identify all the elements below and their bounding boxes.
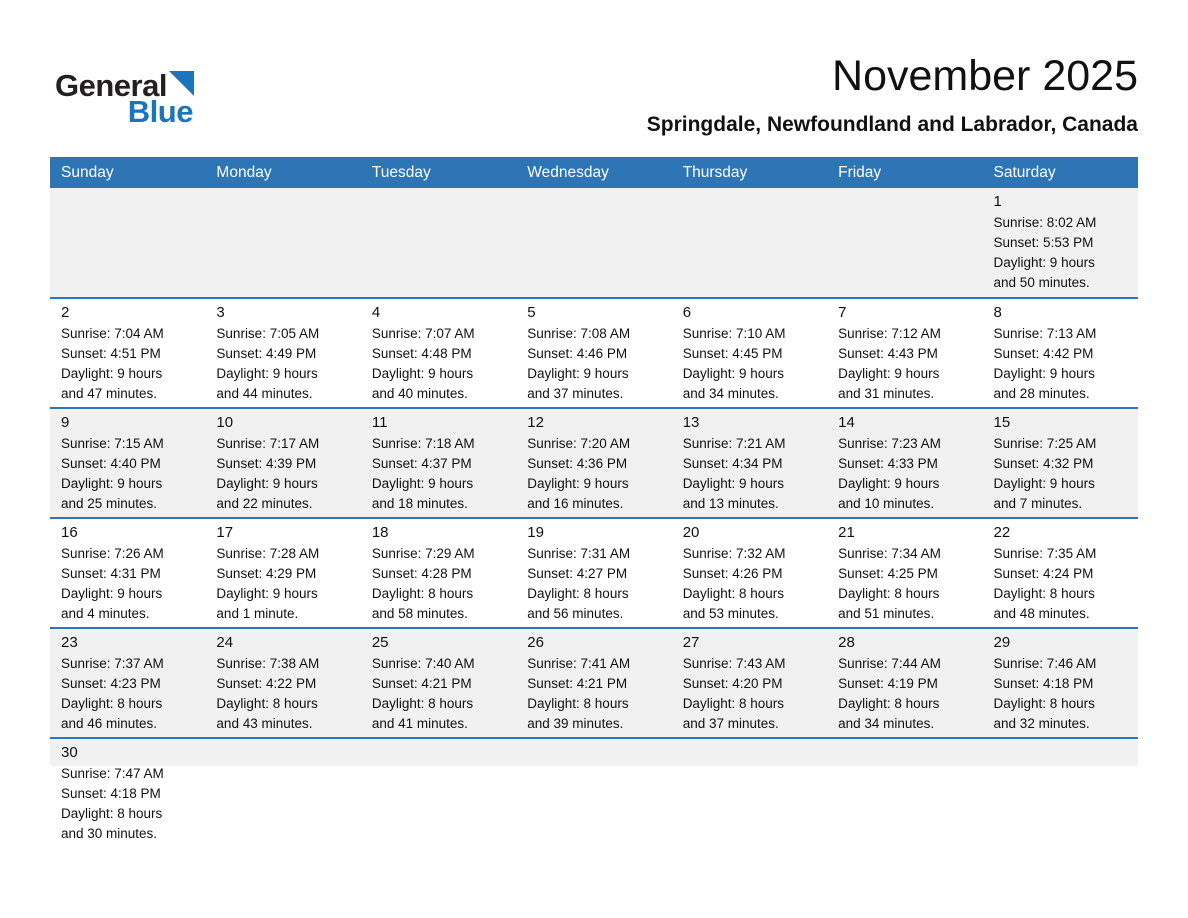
daylight-text-line1: Daylight: 9 hours	[527, 476, 629, 491]
sunrise-text: Sunrise: 7:20 AM	[527, 436, 631, 451]
sunset-text: Sunset: 4:46 PM	[527, 346, 628, 361]
daylight-text-line1: Daylight: 9 hours	[371, 476, 474, 491]
daylight-text-line2: and 31 minutes.	[838, 386, 935, 401]
page-subtitle: Springdale, Newfoundland and Labrador, Canada	[646, 113, 1138, 136]
sunset-text: Sunset: 4:25 PM	[838, 566, 938, 581]
calendar-body	[50, 188, 1138, 848]
sunset-text: Sunset: 4:24 PM	[993, 566, 1094, 581]
week-row-4	[50, 518, 1138, 628]
day-number: 4	[371, 304, 381, 321]
daylight-text-line2: and 47 minutes.	[61, 386, 158, 401]
day-cell-16	[50, 518, 205, 628]
weekday-row	[50, 157, 1138, 188]
sunset-text: Sunset: 4:32 PM	[993, 456, 1094, 471]
day-number: 19	[527, 524, 544, 541]
day-cell-21	[827, 518, 982, 628]
logo-text-blue: Blue	[127, 94, 193, 129]
sunrise-text: Sunrise: 7:12 AM	[838, 326, 941, 341]
day-cell-10	[205, 408, 360, 518]
daylight-text-line1: Daylight: 9 hours	[682, 366, 784, 381]
sunrise-text: Sunrise: 7:21 AM	[682, 436, 786, 451]
day-number: 2	[61, 304, 70, 321]
sunrise-text: Sunrise: 7:43 AM	[682, 656, 786, 671]
day-cell-24	[205, 628, 360, 738]
day-number: 7	[838, 304, 847, 321]
sunrise-text: Sunrise: 7:23 AM	[838, 436, 941, 451]
day-number: 12	[527, 414, 544, 431]
day-cell-19	[516, 518, 671, 628]
sunset-text: Sunset: 4:19 PM	[838, 676, 938, 691]
daylight-text-line2: and 34 minutes.	[682, 386, 779, 401]
empty-cell	[361, 738, 516, 848]
sunrise-text: Sunrise: 7:44 AM	[838, 656, 941, 671]
daylight-text-line1: Daylight: 8 hours	[838, 696, 940, 711]
daylight-text-line2: and 39 minutes.	[527, 716, 624, 731]
sunrise-text: Sunrise: 7:17 AM	[216, 436, 320, 451]
sunrise-text: Sunrise: 7:32 AM	[682, 546, 786, 561]
sunset-text: Sunset: 4:42 PM	[993, 346, 1094, 361]
sunrise-text: Sunrise: 7:35 AM	[993, 546, 1097, 561]
day-cell-1	[983, 188, 1138, 298]
sunrise-text: Sunrise: 7:37 AM	[61, 656, 164, 671]
sunset-text: Sunset: 4:21 PM	[371, 676, 472, 691]
empty-cell	[361, 188, 516, 298]
sunrise-text: Sunrise: 7:46 AM	[993, 656, 1097, 671]
sunset-text: Sunset: 4:40 PM	[61, 456, 161, 471]
weekday-header-friday: Friday	[827, 157, 982, 188]
daylight-text-line1: Daylight: 9 hours	[216, 366, 318, 381]
sunset-text: Sunset: 4:48 PM	[371, 346, 472, 361]
day-cell-5	[516, 298, 671, 408]
day-cell-29	[983, 628, 1138, 738]
day-number: 8	[993, 304, 1002, 321]
title-block	[647, 52, 1138, 137]
week-row-6	[50, 738, 1138, 848]
empty-cell	[205, 188, 360, 298]
day-cell-27	[672, 628, 827, 738]
sunrise-text: Sunrise: 7:34 AM	[838, 546, 941, 561]
daylight-text-line2: and 30 minutes.	[61, 826, 158, 841]
day-number: 10	[216, 414, 234, 431]
sunrise-text: Sunrise: 7:38 AM	[216, 656, 320, 671]
sunset-text: Sunset: 4:43 PM	[838, 346, 938, 361]
sunrise-text: Sunrise: 8:02 AM	[993, 215, 1097, 230]
daylight-text-line1: Daylight: 9 hours	[216, 476, 318, 491]
sunset-text: Sunset: 4:18 PM	[61, 786, 161, 801]
day-number: 26	[527, 634, 544, 651]
day-cell-30	[50, 738, 205, 848]
daylight-text-line1: Daylight: 8 hours	[527, 696, 629, 711]
daylight-text-line1: Daylight: 9 hours	[61, 366, 163, 381]
day-number: 20	[682, 524, 700, 541]
day-number: 30	[61, 744, 78, 761]
day-number: 23	[61, 634, 78, 651]
day-cell-25	[361, 628, 516, 738]
sunset-text: Sunset: 4:36 PM	[527, 456, 628, 471]
daylight-text-line1: Daylight: 9 hours	[993, 255, 1095, 270]
daylight-text-line2: and 34 minutes.	[838, 716, 935, 731]
daylight-text-line2: and 32 minutes.	[993, 716, 1090, 731]
sunrise-text: Sunrise: 7:31 AM	[527, 546, 631, 561]
sunset-text: Sunset: 4:45 PM	[682, 346, 783, 361]
sunset-text: Sunset: 4:28 PM	[371, 566, 472, 581]
daylight-text-line1: Daylight: 8 hours	[61, 696, 163, 711]
day-cell-15	[983, 408, 1138, 518]
sunset-text: Sunset: 4:31 PM	[61, 566, 161, 581]
day-cell-20	[672, 518, 827, 628]
sunrise-text: Sunrise: 7:07 AM	[371, 326, 475, 341]
daylight-text-line2: and 7 minutes.	[993, 496, 1083, 511]
sunrise-text: Sunrise: 7:08 AM	[527, 326, 631, 341]
daylight-text-line1: Daylight: 9 hours	[993, 366, 1095, 381]
daylight-text-line1: Daylight: 9 hours	[838, 476, 940, 491]
daylight-text-line2: and 13 minutes.	[682, 496, 779, 511]
sunset-text: Sunset: 4:22 PM	[216, 676, 317, 691]
day-number: 9	[61, 414, 70, 431]
page-title: November 2025	[832, 52, 1138, 100]
daylight-text-line1: Daylight: 8 hours	[61, 806, 163, 821]
day-number: 15	[993, 414, 1011, 431]
daylight-text-line2: and 51 minutes.	[838, 606, 935, 621]
daylight-text-line2: and 43 minutes.	[216, 716, 313, 731]
empty-cell	[672, 188, 827, 298]
sunrise-text: Sunrise: 7:04 AM	[61, 326, 164, 341]
daylight-text-line2: and 1 minute.	[216, 606, 299, 621]
daylight-text-line1: Daylight: 8 hours	[682, 586, 784, 601]
day-number: 21	[838, 524, 855, 541]
sunrise-text: Sunrise: 7:47 AM	[61, 766, 164, 781]
sunset-text: Sunset: 4:26 PM	[682, 566, 783, 581]
daylight-text-line1: Daylight: 9 hours	[371, 366, 474, 381]
sunset-text: Sunset: 4:20 PM	[682, 676, 783, 691]
sunset-text: Sunset: 4:21 PM	[527, 676, 628, 691]
empty-cell	[827, 738, 982, 848]
daylight-text-line2: and 53 minutes.	[682, 606, 779, 621]
weekday-header-sunday: Sunday	[50, 157, 205, 188]
day-cell-13	[672, 408, 827, 518]
daylight-text-line1: Daylight: 9 hours	[682, 476, 784, 491]
day-cell-23	[50, 628, 205, 738]
page-header	[0, 0, 1188, 157]
day-cell-9	[50, 408, 205, 518]
day-cell-4	[361, 298, 516, 408]
daylight-text-line2: and 10 minutes.	[838, 496, 935, 511]
daylight-text-line2: and 37 minutes.	[527, 386, 624, 401]
sunrise-text: Sunrise: 7:26 AM	[61, 546, 164, 561]
day-number: 13	[682, 414, 700, 431]
day-cell-2	[50, 298, 205, 408]
calendar-table	[50, 157, 1138, 848]
day-number: 22	[993, 524, 1011, 541]
day-number: 24	[216, 634, 234, 651]
day-number: 27	[682, 634, 700, 651]
daylight-text-line2: and 44 minutes.	[216, 386, 313, 401]
sunset-text: Sunset: 4:37 PM	[371, 456, 472, 471]
daylight-text-line2: and 22 minutes.	[216, 496, 313, 511]
day-cell-3	[205, 298, 360, 408]
day-cell-14	[827, 408, 982, 518]
daylight-text-line2: and 16 minutes.	[527, 496, 624, 511]
daylight-text-line1: Daylight: 8 hours	[371, 586, 474, 601]
sunset-text: Sunset: 4:18 PM	[993, 676, 1094, 691]
empty-cell	[983, 738, 1138, 848]
week-row-3	[50, 408, 1138, 518]
sunset-text: Sunset: 4:27 PM	[527, 566, 628, 581]
daylight-text-line1: Daylight: 9 hours	[993, 476, 1095, 491]
empty-cell	[516, 188, 671, 298]
day-cell-22	[983, 518, 1138, 628]
sunrise-text: Sunrise: 7:05 AM	[216, 326, 320, 341]
day-number: 1	[993, 193, 1002, 210]
week-row-5	[50, 628, 1138, 738]
week-row-1	[50, 188, 1138, 298]
day-cell-8	[983, 298, 1138, 408]
daylight-text-line1: Daylight: 8 hours	[527, 586, 629, 601]
daylight-text-line2: and 48 minutes.	[993, 606, 1090, 621]
empty-cell	[672, 738, 827, 848]
daylight-text-line1: Daylight: 9 hours	[61, 586, 163, 601]
day-number: 14	[838, 414, 855, 431]
weekday-header-monday: Monday	[205, 157, 360, 188]
day-number: 6	[682, 304, 692, 321]
sunset-text: Sunset: 5:53 PM	[993, 235, 1094, 250]
sunset-text: Sunset: 4:23 PM	[61, 676, 161, 691]
day-cell-17	[205, 518, 360, 628]
daylight-text-line1: Daylight: 8 hours	[371, 696, 474, 711]
sunrise-text: Sunrise: 7:18 AM	[371, 436, 475, 451]
sunrise-text: Sunrise: 7:25 AM	[993, 436, 1097, 451]
general-blue-logo	[55, 70, 194, 127]
week-row-2	[50, 298, 1138, 408]
empty-cell	[205, 738, 360, 848]
daylight-text-line1: Daylight: 8 hours	[682, 696, 784, 711]
daylight-text-line1: Daylight: 8 hours	[216, 696, 318, 711]
daylight-text-line2: and 50 minutes.	[993, 275, 1090, 290]
day-number: 5	[527, 304, 536, 321]
sunrise-text: Sunrise: 7:28 AM	[216, 546, 320, 561]
day-number: 28	[838, 634, 855, 651]
weekday-header-saturday: Saturday	[983, 157, 1138, 188]
day-cell-18	[361, 518, 516, 628]
sunrise-text: Sunrise: 7:13 AM	[993, 326, 1097, 341]
daylight-text-line1: Daylight: 9 hours	[527, 366, 629, 381]
day-cell-7	[827, 298, 982, 408]
daylight-text-line2: and 28 minutes.	[993, 386, 1090, 401]
weekday-header-tuesday: Tuesday	[361, 157, 516, 188]
daylight-text-line2: and 56 minutes.	[527, 606, 624, 621]
daylight-text-line2: and 25 minutes.	[61, 496, 158, 511]
day-cell-11	[361, 408, 516, 518]
day-number: 18	[371, 524, 389, 541]
daylight-text-line1: Daylight: 8 hours	[993, 696, 1095, 711]
sunset-text: Sunset: 4:29 PM	[216, 566, 317, 581]
day-cell-26	[516, 628, 671, 738]
empty-cell	[50, 188, 205, 298]
day-cell-28	[827, 628, 982, 738]
day-number: 3	[216, 304, 225, 321]
calendar-head	[50, 157, 1138, 188]
daylight-text-line2: and 46 minutes.	[61, 716, 158, 731]
sunrise-text: Sunrise: 7:10 AM	[682, 326, 786, 341]
logo-text-general: General	[55, 68, 167, 103]
day-cell-12	[516, 408, 671, 518]
day-number: 11	[371, 414, 388, 431]
daylight-text-line1: Daylight: 8 hours	[993, 586, 1095, 601]
sunset-text: Sunset: 4:51 PM	[61, 346, 161, 361]
sunset-text: Sunset: 4:33 PM	[838, 456, 938, 471]
daylight-text-line2: and 58 minutes.	[371, 606, 468, 621]
weekday-header-wednesday: Wednesday	[516, 157, 671, 188]
sunrise-text: Sunrise: 7:15 AM	[61, 436, 164, 451]
daylight-text-line1: Daylight: 8 hours	[838, 586, 940, 601]
day-number: 25	[371, 634, 389, 651]
empty-cell	[516, 738, 671, 848]
sunrise-text: Sunrise: 7:29 AM	[371, 546, 475, 561]
daylight-text-line2: and 40 minutes.	[371, 386, 468, 401]
daylight-text-line1: Daylight: 9 hours	[216, 586, 318, 601]
sunset-text: Sunset: 4:34 PM	[682, 456, 783, 471]
day-number: 17	[216, 524, 234, 541]
sunset-text: Sunset: 4:49 PM	[216, 346, 317, 361]
daylight-text-line1: Daylight: 9 hours	[838, 366, 940, 381]
daylight-text-line2: and 37 minutes.	[682, 716, 779, 731]
daylight-text-line2: and 4 minutes.	[61, 606, 150, 621]
day-number: 16	[61, 524, 78, 541]
sunrise-text: Sunrise: 7:40 AM	[371, 656, 475, 671]
daylight-text-line2: and 41 minutes.	[371, 716, 468, 731]
weekday-header-thursday: Thursday	[672, 157, 827, 188]
day-cell-6	[672, 298, 827, 408]
sunrise-text: Sunrise: 7:41 AM	[527, 656, 631, 671]
empty-cell	[827, 188, 982, 298]
daylight-text-line2: and 18 minutes.	[371, 496, 468, 511]
day-number: 29	[993, 634, 1011, 651]
sunset-text: Sunset: 4:39 PM	[216, 456, 317, 471]
daylight-text-line1: Daylight: 9 hours	[61, 476, 163, 491]
